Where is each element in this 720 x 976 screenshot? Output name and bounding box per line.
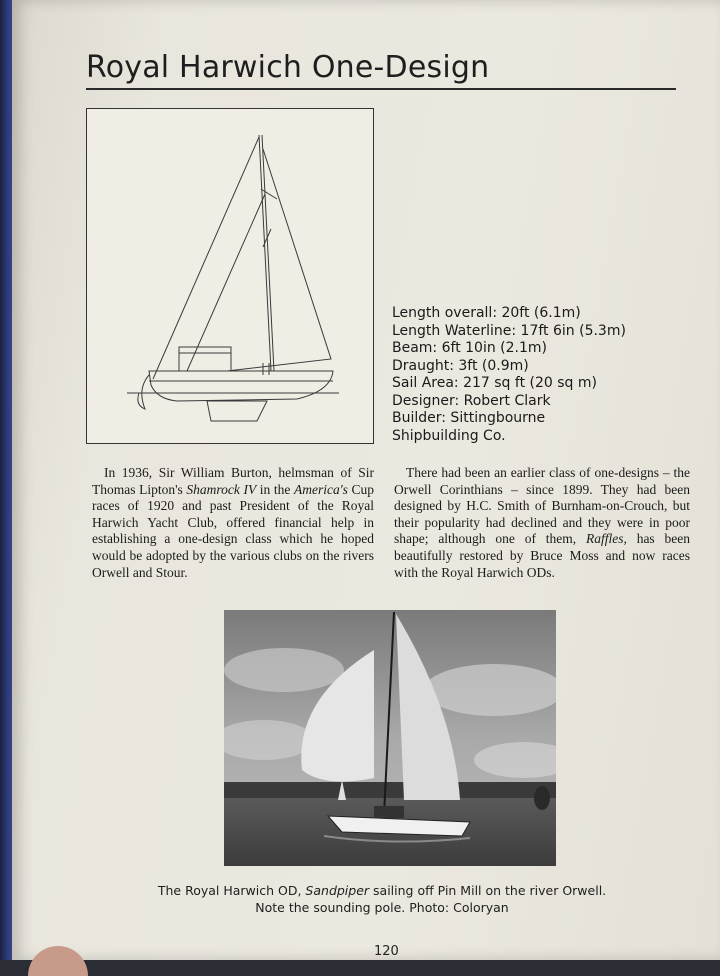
text-run: has been beautifully restored by Bruce Moss and now races with the Royal Harwich ODs. bbox=[394, 531, 690, 580]
sail-plan-drawing bbox=[86, 108, 374, 444]
photo-caption bbox=[132, 882, 632, 916]
book-page bbox=[12, 0, 720, 960]
title-rule bbox=[86, 88, 676, 90]
sailing-photo bbox=[224, 610, 556, 866]
text-run: The Royal Harwich OD, bbox=[157, 883, 306, 898]
page-title: Royal Harwich One-Design bbox=[86, 50, 490, 85]
paragraph bbox=[394, 465, 690, 581]
caption-line-2: Note the sounding pole. Photo: Coloryan bbox=[255, 900, 509, 915]
spec-designer: Designer: Robert Clark bbox=[392, 392, 551, 409]
spec-builder: Builder: Sittingbourne bbox=[392, 410, 546, 426]
cup-name: America's bbox=[294, 481, 348, 497]
boat-name: Raffles, bbox=[585, 531, 627, 547]
spec-length-waterline: Length Waterline: 17ft 6in (5.3m) bbox=[392, 322, 626, 339]
text-column-left bbox=[92, 465, 374, 581]
ship-name: Shamrock IV bbox=[186, 481, 257, 497]
text-run: sailing off Pin Mill on the river Orwell. bbox=[369, 883, 607, 898]
spec-beam: Beam: 6ft 10in (2.1m) bbox=[392, 340, 547, 356]
caption-line-1 bbox=[132, 882, 632, 899]
photo-svg bbox=[224, 610, 556, 866]
text-column-right bbox=[394, 465, 690, 581]
paragraph bbox=[92, 465, 374, 581]
spec-length-overall: Length overall: 20ft (6.1m) bbox=[392, 305, 581, 321]
text-run: There had been an earlier class of one-designs – the Orwell Corinthians – since 1899. They had been designed by H.C. Smith of Burnham-on-Crouch, but their popularity had declined and they were in poor shape; although one of them, bbox=[394, 465, 690, 547]
text-run: Cup races of 1920 and past President of the Royal Harwich Yacht Club, offered financial help in establishing a one-design class which he hoped would be adopted by the various clubs on the rivers Orwell and Stour. bbox=[92, 481, 374, 580]
spec-list bbox=[392, 305, 692, 445]
spec-builder-cont: Shipbuilding Co. bbox=[392, 427, 506, 444]
spec-draught: Draught: 3ft (0.9m) bbox=[392, 357, 529, 374]
page-number: 120 bbox=[374, 944, 399, 959]
text-run: In 1936, Sir William Burton, helmsman of Sir Thomas Lipton's bbox=[92, 465, 374, 497]
text-run: in the bbox=[256, 481, 294, 497]
sail-plan-svg bbox=[87, 109, 373, 443]
boat-name: Sandpiper bbox=[305, 883, 370, 898]
spec-sail-area: Sail Area: 217 sq ft (20 sq m) bbox=[392, 375, 597, 391]
